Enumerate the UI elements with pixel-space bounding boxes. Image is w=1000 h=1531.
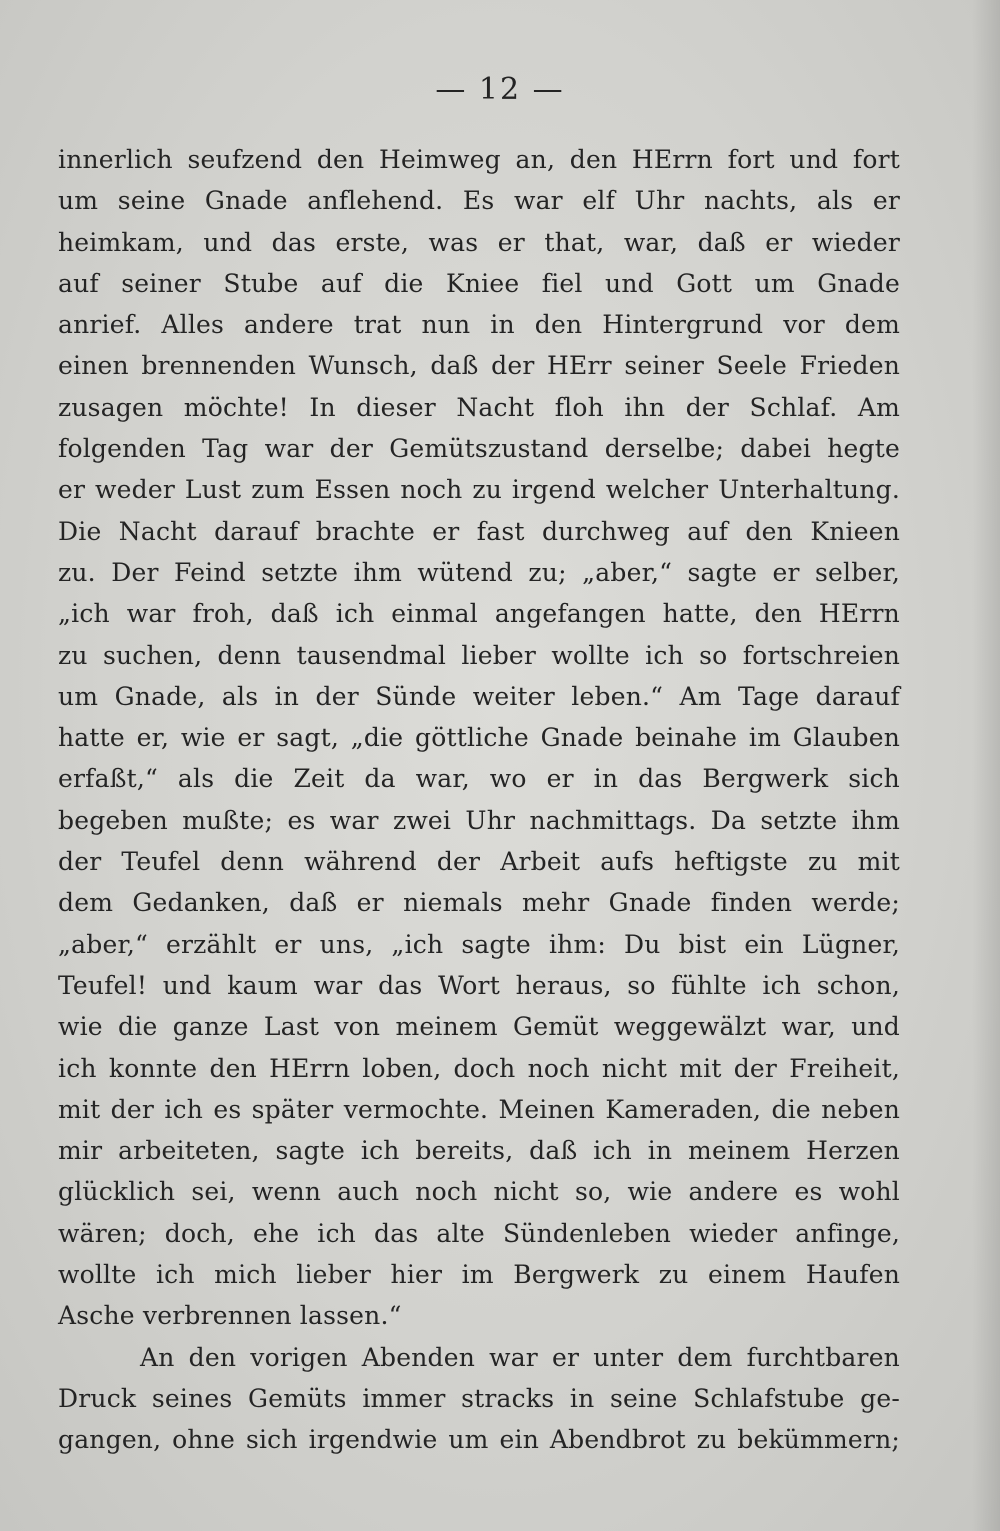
text-line: ich konnte den HErrn loben, doch noch nicht mit der Freiheit,	[58, 1053, 900, 1083]
text-line: er weder Lust zum Essen noch zu irgend welcher Unterhaltung.	[58, 475, 900, 505]
paragraph-end-line: Asche verbrennen lassen.“	[58, 1301, 402, 1331]
text-line: anrief. Alles andere trat nun in den Hintergrund vor dem	[58, 310, 900, 340]
page-number: — 12 —	[435, 72, 565, 107]
text-line: zu. Der Feind setzte ihm wütend zu; „aber,“ sagte er selber,	[58, 557, 900, 587]
text-line: mir arbeiteten, sagte ich bereits, daß ich in meinem Herzen	[58, 1136, 900, 1166]
text-line: begeben mußte; es war zwei Uhr nachmittags. Da setzte ihm	[58, 805, 900, 835]
text-line: hatte er, wie er sagt, „die göttliche Gnade beinahe im Glauben	[58, 723, 900, 753]
text-line: gangen, ohne sich irgendwie um ein Abendbrot zu bekümmern;	[58, 1425, 900, 1455]
text-line: wie die ganze Last von meinem Gemüt weggewälzt war, und	[58, 1012, 900, 1042]
text-line: um seine Gnade anflehend. Es war elf Uhr nachts, als er	[58, 186, 900, 216]
text-line: Teufel! und kaum war das Wort heraus, so fühlte ich schon,	[58, 970, 900, 1000]
text-line: Druck seines Gemüts immer stracks in seine Schlafstube ge-	[58, 1383, 900, 1413]
text-line: Die Nacht darauf brachte er fast durchweg auf den Knieen	[58, 516, 900, 546]
paragraph-start-line: An den vorigen Abenden war er unter dem furchtbaren	[140, 1342, 900, 1372]
text-line: folgenden Tag war der Gemütszustand derselbe; dabei hegte	[58, 434, 900, 464]
text-line: erfaßt,“ als die Zeit da war, wo er in das Bergwerk sich	[58, 764, 900, 794]
text-line: zu suchen, denn tausendmal lieber wollte ich so fortschreien	[58, 640, 900, 670]
text-line: dem Gedanken, daß er niemals mehr Gnade finden werde;	[58, 888, 900, 918]
text-line: einen brennenden Wunsch, daß der HErr seiner Seele Frieden	[58, 351, 900, 381]
text-line: zusagen möchte! In dieser Nacht floh ihn der Schlaf. Am	[58, 392, 900, 422]
text-line: glücklich sei, wenn auch noch nicht so, wie andere es wohl	[58, 1177, 900, 1207]
body-text	[58, 139, 900, 1461]
text-line: wären; doch, ehe ich das alte Sündenleben wieder anfinge,	[58, 1218, 900, 1248]
text-line: wollte ich mich lieber hier im Bergwerk zu einem Haufen	[58, 1260, 900, 1290]
text-line: heimkam, und das erste, was er that, war, daß er wieder	[58, 227, 900, 257]
text-line: auf seiner Stube auf die Kniee fiel und Gott um Gnade	[58, 268, 900, 298]
text-line: innerlich seufzend den Heimweg an, den HErrn fort und fort	[58, 145, 900, 174]
text-line: „ich war froh, daß ich einmal angefangen hatte, den HErrn	[58, 599, 900, 629]
text-line: „aber,“ erzählt er uns, „ich sagte ihm: Du bist ein Lügner,	[58, 929, 900, 959]
text-line: der Teufel denn während der Arbeit aufs heftigste zu mit	[58, 847, 900, 877]
text-line: mit der ich es später vermochte. Meinen Kameraden, die neben	[58, 1094, 900, 1124]
text-line: um Gnade, als in der Sünde weiter leben.“ Am Tage darauf	[58, 681, 900, 711]
page-edge-shadow	[972, 0, 1000, 1531]
